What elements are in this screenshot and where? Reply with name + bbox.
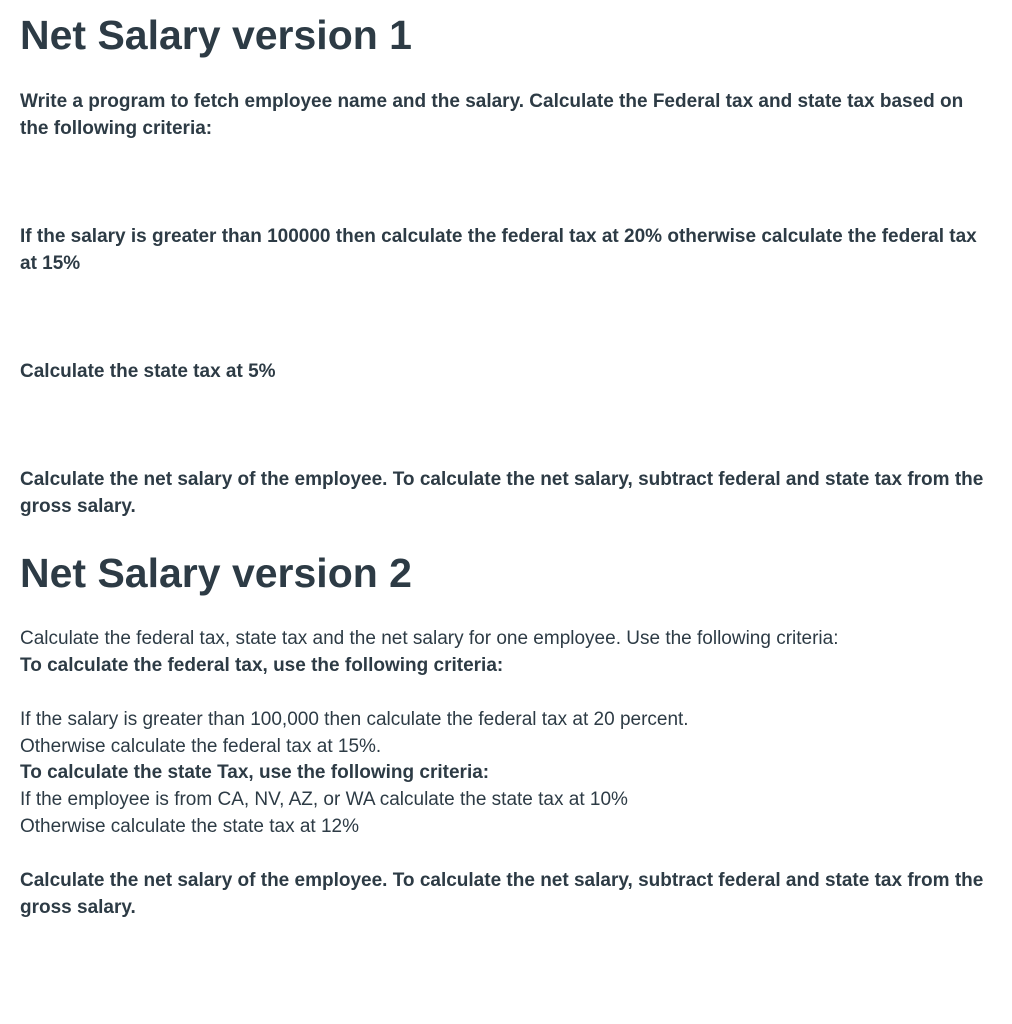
section2-federal-criteria-heading: To calculate the federal tax, use the following criteria: [20,655,504,676]
section1-state-tax-paragraph: Calculate the state tax at 5% [20,361,276,382]
section2-state-otherwise-line: Otherwise calculate the state tax at 12% [20,816,360,837]
section2-intro-line: Calculate the federal tax, state tax and the net salary for one employee. Use the following criteria: [20,628,839,649]
section2-state-rule-line: If the employee is from CA, NV, AZ, or WA calculate the state tax at 10% [20,789,628,810]
section2-federal-rule-line: If the salary is greater than 100,000 then calculate the federal tax at 20 percent. [20,709,689,730]
section1-federal-tax-paragraph: If the salary is greater than 100000 then calculate the federal tax at 20% otherwise calculate the federal tax at 15% [20,226,977,274]
section2-net-salary-paragraph: Calculate the net salary of the employee. To calculate the net salary, subtract federal and state tax from the gross salary. [20,870,984,918]
section2-state-criteria-heading: To calculate the state Tax, use the following criteria: [20,762,490,783]
section1-intro-paragraph: Write a program to fetch employee name and the salary. Calculate the Federal tax and state tax based on the following criteria: [20,91,964,139]
section2-title: Net Salary version 2 [20,550,412,596]
section1-net-salary-paragraph: Calculate the net salary of the employee. To calculate the net salary, subtract federal and state tax from the gross salary. [20,469,984,517]
section1-title: Net Salary version 1 [20,12,412,58]
section2-federal-otherwise-line: Otherwise calculate the federal tax at 15%. [20,736,382,757]
